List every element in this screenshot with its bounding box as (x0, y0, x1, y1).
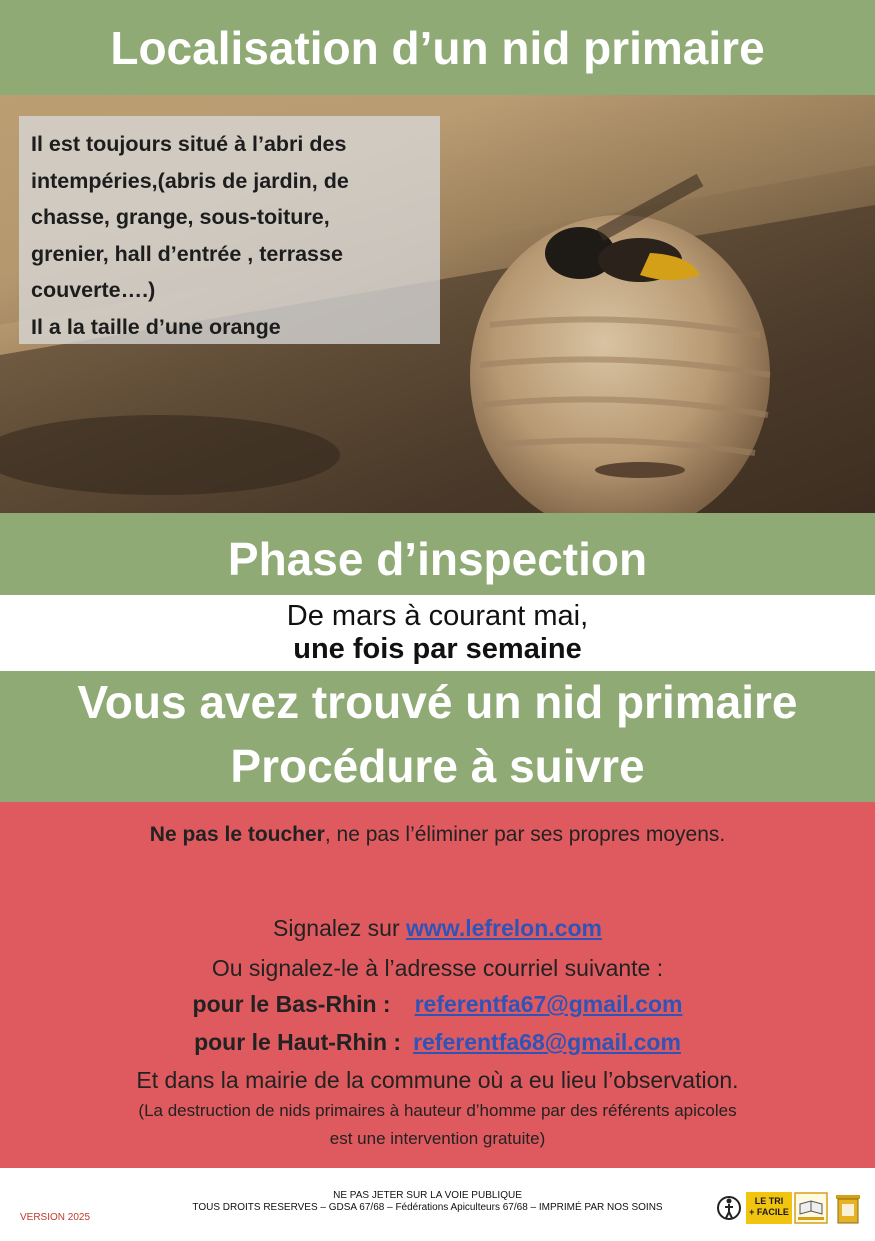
warning-bold: Ne pas le toucher (149, 823, 325, 846)
tri-logo-line: + FACILE (749, 1207, 789, 1217)
footer-line: TOUS DROITS RESERVES – GDSA 67/68 – Fédérations Apiculteurs 67/68 – IMPRIMÉ PAR NOS SOINS (192, 1202, 663, 1213)
period-text: De mars à courant mai, (286, 600, 589, 632)
inspection-title: Phase d’inspection (227, 533, 648, 585)
recycling-bin-icon (832, 1192, 864, 1224)
signal-line (0, 912, 875, 944)
person-recycling-icon (716, 1192, 742, 1224)
warning-line (0, 820, 875, 850)
procedure-panel (0, 802, 875, 1168)
bas-rhin-label: pour le Bas-Rhin : (192, 991, 391, 1017)
lefrelon-link[interactable]: www.lefrelon.com (406, 915, 602, 941)
frequency-text: une fois par semaine (293, 633, 582, 665)
header-band (0, 0, 875, 95)
footer-logos (716, 1192, 866, 1224)
page-title: Localisation d’un nid primaire (110, 22, 765, 74)
caption-line: chasse, grange, sous-toiture, (31, 205, 330, 229)
haut-rhin-line (0, 1025, 875, 1059)
caption-line: couverte….) (31, 278, 156, 302)
email-intro: Ou signalez-le à l’adresse courriel suivante : (211, 955, 664, 981)
inspection-period (0, 595, 875, 671)
caption-line: grenier, hall d’entrée , terrasse (31, 241, 343, 266)
signal-prefix: Signalez sur (273, 915, 406, 941)
bas-rhin-line (0, 987, 875, 1021)
procedure-title: Procédure à suivre (230, 740, 645, 792)
haut-rhin-email-link[interactable]: referentfa68@gmail.com (413, 1029, 681, 1055)
haut-rhin-label: pour le Haut-Rhin : (194, 1029, 402, 1055)
tri-logo-line: LE TRI (754, 1196, 784, 1206)
tri-facile-logo (746, 1192, 792, 1224)
caption-line: Il est toujours situé à l’abri des (31, 132, 347, 156)
warning-rest: , ne pas l’éliminer par ses propres moyens. (324, 823, 726, 846)
note-line: (La destruction de nids primaires à hauteur d’homme par des référents apicoles (138, 1101, 737, 1120)
bas-rhin-email-link[interactable]: referentfa67@gmail.com (414, 991, 683, 1017)
version-label: VERSION 2025 (20, 1212, 91, 1223)
inspection-band (0, 513, 875, 595)
footer (0, 1168, 875, 1241)
footer-legal (150, 1190, 705, 1214)
found-band (0, 671, 875, 802)
caption-line: Il a la taille d’une orange (31, 314, 281, 339)
note-line: est une intervention gratuite) (329, 1129, 546, 1148)
mairie-line: Et dans la mairie de la commune où a eu lieu l’observation. (136, 1067, 739, 1093)
location-description (19, 116, 440, 344)
book-icon (794, 1192, 828, 1224)
hornet-nest-photo (0, 95, 875, 513)
caption-line: intempéries,(abris de jardin, de (31, 168, 349, 193)
found-title: Vous avez trouvé un nid primaire (77, 676, 798, 728)
footer-line: NE PAS JETER SUR LA VOIE PUBLIQUE (333, 1190, 522, 1201)
